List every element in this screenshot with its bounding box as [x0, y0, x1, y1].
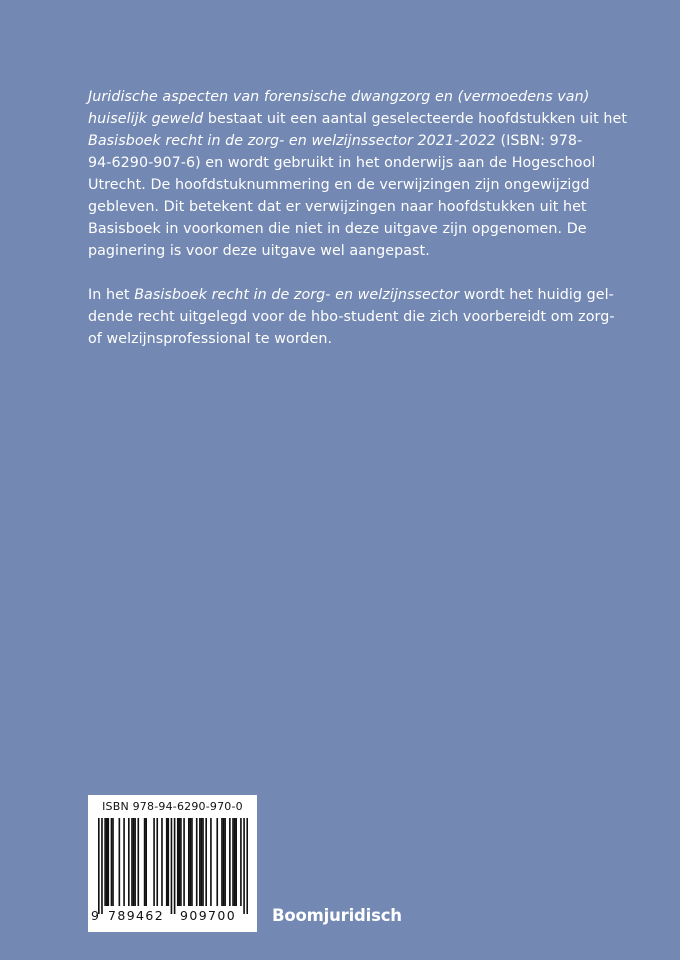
barcode-bar — [191, 818, 193, 906]
barcode-bars — [98, 818, 248, 914]
blurb-paragraph-2 — [88, 284, 615, 350]
barcode-bar — [119, 818, 121, 906]
barcode-bar — [123, 818, 125, 906]
blurb-text-segment: (ISBN: 978- — [495, 133, 583, 149]
blurb-paragraph-1 — [88, 86, 628, 262]
barcode-bar — [201, 818, 203, 906]
barcode-bar — [190, 818, 192, 906]
barcode-bar — [174, 818, 176, 914]
barcode-bar — [177, 818, 179, 906]
barcode-bar — [167, 818, 169, 906]
blurb-text-segment: wordt het huidig gel- — [459, 287, 614, 303]
barcode-bar — [240, 818, 242, 906]
barcode-bar — [104, 818, 106, 906]
barcode-bar — [234, 818, 236, 906]
title-italic-1: Juridische aspecten van forensische dwangzorg en (vermoedens van) — [88, 89, 590, 105]
blurb-line: dende recht uitgelegd voor de hbo-student die zich voorbereidt om zorg- — [88, 309, 615, 325]
barcode-bar — [246, 818, 248, 914]
barcode-digits-left: 789462 — [108, 908, 165, 923]
barcode-bar — [98, 818, 100, 914]
barcode-bar — [171, 818, 173, 914]
source-book-title: Basisboek recht in de zorg- en welzijnssector 2021-2022 — [88, 133, 496, 149]
barcode-bar — [196, 818, 198, 906]
barcode-bar — [156, 818, 158, 906]
barcode-bar — [134, 818, 136, 906]
barcode-bar — [221, 818, 223, 906]
barcode-bar — [137, 818, 139, 906]
barcode-bar — [111, 818, 113, 906]
barcode-bar — [235, 818, 237, 906]
barcode-bar — [128, 818, 130, 906]
barcode-bar — [144, 818, 146, 906]
basisboek-title-italic: Basisboek recht in de zorg- en welzijnssector — [134, 287, 460, 303]
barcode-bar — [229, 818, 231, 906]
barcode-bar — [224, 818, 226, 906]
barcode-bar — [183, 818, 185, 906]
barcode-bar — [216, 818, 218, 906]
barcode-digit-first: 9 — [91, 908, 99, 923]
barcode-bar — [153, 818, 155, 906]
barcode-digits — [88, 908, 257, 928]
blurb-text — [88, 86, 628, 350]
isbn-label: ISBN 978-94-6290-970-0 — [102, 800, 243, 813]
blurb-line: Basisboek in voorkomen die niet in deze uitgave zijn opgenomen. De — [88, 221, 587, 237]
barcode-bar — [131, 818, 133, 906]
barcode-bar — [107, 818, 109, 906]
barcode-bar — [223, 818, 225, 906]
barcode-bar — [180, 818, 182, 906]
barcode-bar — [232, 818, 234, 906]
barcode-bar — [205, 818, 207, 906]
barcode-bar — [188, 818, 190, 906]
blurb-text-segment: bestaat uit een aantal geselecteerde hoofdstukken uit het — [203, 111, 628, 127]
barcode-bar — [199, 818, 201, 906]
blurb-line: 94-6290-907-6) en wordt gebruikt in het onderwijs aan de Hogeschool — [88, 155, 596, 171]
barcode-bar — [106, 818, 108, 906]
publisher-logo: Boomjuridisch — [272, 906, 402, 925]
barcode-bar — [133, 818, 135, 906]
blurb-line: Utrecht. De hoofdstuknummering en de verwijzingen zijn ongewijzigd — [88, 177, 590, 193]
barcode-bar — [112, 818, 114, 906]
barcode-bar — [243, 818, 245, 914]
barcode-bar — [202, 818, 204, 906]
barcode-digits-right: 909700 — [180, 908, 237, 923]
title-italic-2: huiselijk geweld — [88, 111, 204, 127]
barcode-bar — [166, 818, 168, 906]
barcode-bar — [179, 818, 181, 906]
barcode-bar — [101, 818, 103, 914]
isbn-barcode — [88, 795, 257, 932]
barcode-bar — [145, 818, 147, 906]
blurb-line: paginering is voor deze uitgave wel aangepast. — [88, 243, 430, 259]
barcode-bar — [210, 818, 212, 906]
blurb-line: of welzijnsprofessional te worden. — [88, 331, 333, 347]
barcode-bar — [161, 818, 163, 906]
blurb-text-segment: In het — [88, 287, 135, 303]
blurb-line: gebleven. Dit betekent dat er verwijzingen naar hoofdstukken uit het — [88, 199, 587, 215]
